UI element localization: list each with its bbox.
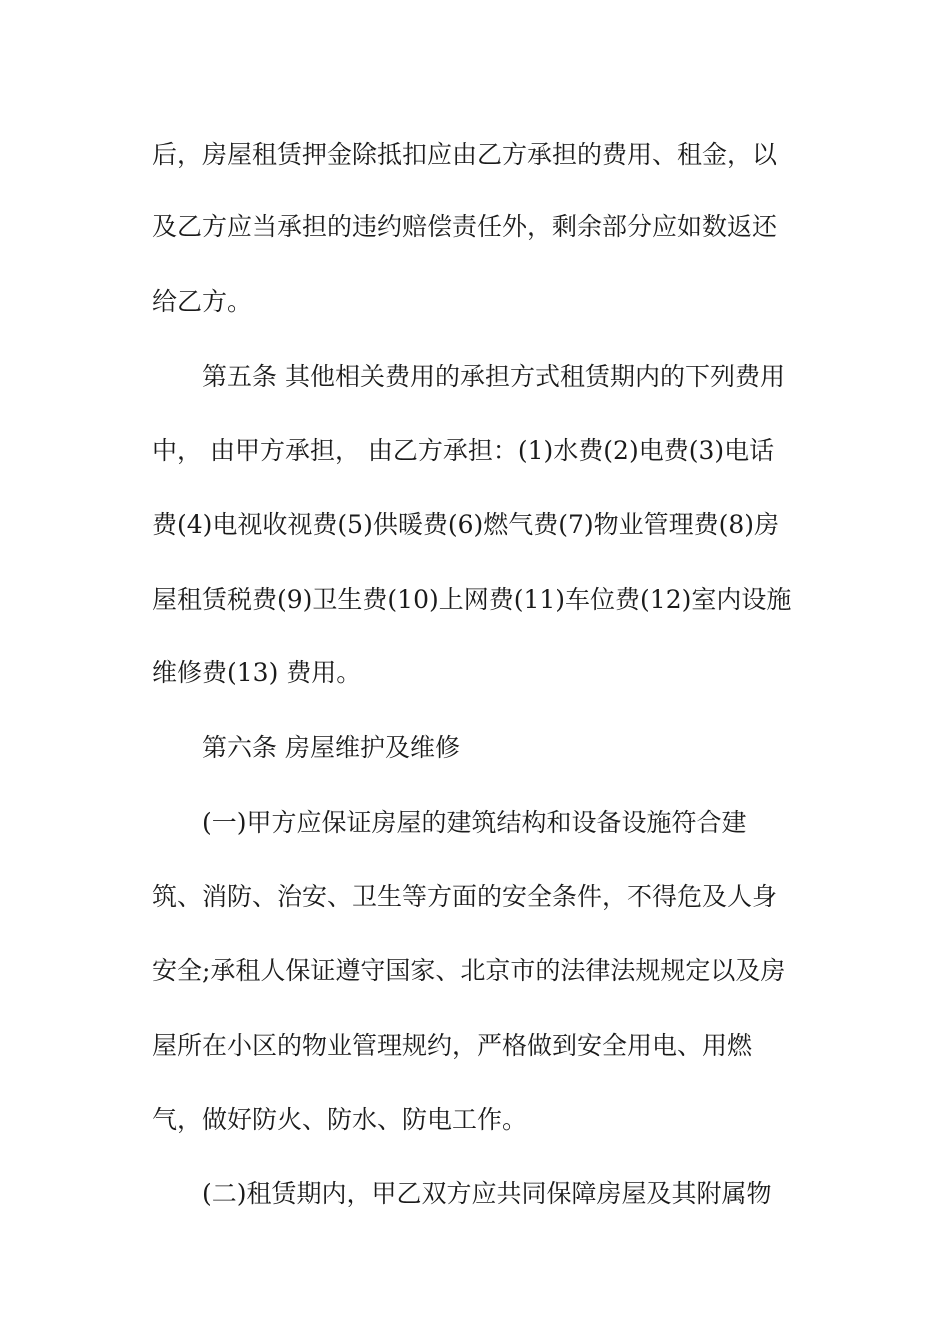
clause-one-line-2: 筑、消防、治安、卫生等方面的安全条件，不得危及人身 [152, 882, 778, 911]
clause-one-line-5: 气，做好防火、防水、防电工作。 [152, 1105, 528, 1134]
text-line-8: 维修费(13) 费用。 [152, 658, 362, 687]
text-line-7: 屋租赁税费(9)卫生费(10)上网费(11)车位费(12)室内设施 [152, 585, 792, 614]
text-line-6: 费(4)电视收视费(5)供暖费(6)燃气费(7)物业管理费(8)房 [152, 510, 780, 539]
clause-one-line-1: (一)甲方应保证房屋的建筑结构和设备设施符合建 [202, 808, 747, 837]
text-line-3: 给乙方。 [152, 287, 253, 316]
text-line-5: 中， 由甲方承担， 由乙方承担：(1)水费(2)电费(3)电话 [152, 436, 775, 465]
article-five-heading: 第五条 其他相关费用的承担方式租赁期内的下列费用 [202, 362, 785, 391]
article-six-heading: 第六条 房屋维护及维修 [202, 733, 460, 762]
text-line-1: 后，房屋租赁押金除抵扣应由乙方承担的费用、租金，以 [152, 140, 778, 169]
clause-one-line-4: 屋所在小区的物业管理规约，严格做到安全用电、用燃 [152, 1031, 753, 1060]
clause-two-line-1: (二)租赁期内，甲乙双方应共同保障房屋及其附属物 [202, 1179, 772, 1208]
text-line-2: 及乙方应当承担的违约赔偿责任外，剩余部分应如数返还 [152, 212, 778, 241]
clause-one-line-3: 安全;承租人保证遵守国家、北京市的法律法规规定以及房 [152, 956, 786, 985]
